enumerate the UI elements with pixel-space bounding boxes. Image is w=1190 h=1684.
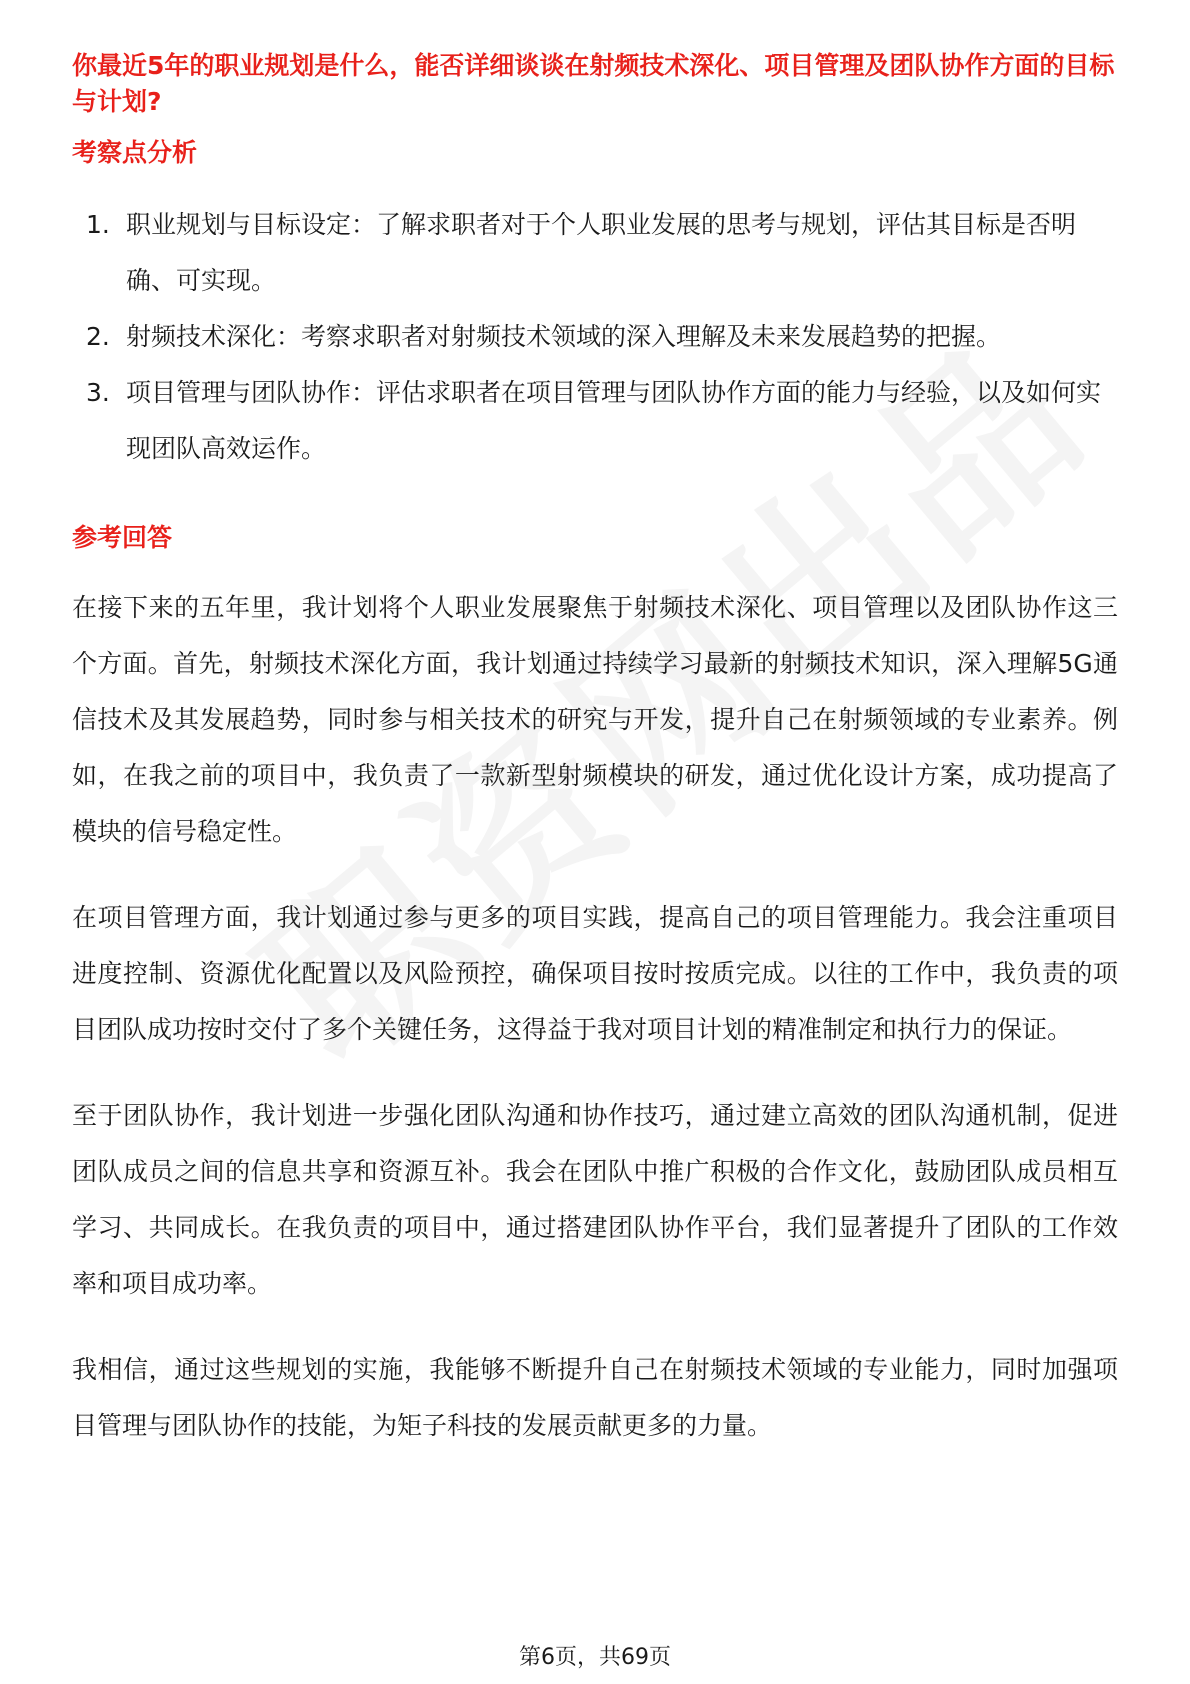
answer-paragraph: 在接下来的五年里，我计划将个人职业发展聚焦于射频技术深化、项目管理以及团队协作这三个方面。首先，射频技术深化方面，我计划通过持续学习最新的射频技术知识，深入理解5G通信技术及其发展趋势，同时参与相关技术的研究与开发，提升自己在射频领域的专业素养。例如，在我之前的项目中，我负责了一款新型射频模块的研发，通过优化设计方案，成功提高了模块的信号稳定性。 xyxy=(72,593,1118,846)
list-item-number: 3. xyxy=(86,378,110,407)
list-item xyxy=(72,365,1118,477)
list-item-number: 1. xyxy=(86,210,110,239)
answer-paragraph: 我相信，通过这些规划的实施，我能够不断提升自己在射频技术领域的专业能力，同时加强项目管理与团队协作的技能，为矩子科技的发展贡献更多的力量。 xyxy=(72,1355,1118,1440)
answer-paragraph: 至于团队协作，我计划进一步强化团队沟通和协作技巧，通过建立高效的团队沟通机制，促进团队成员之间的信息共享和资源互补。我会在团队中推广积极的合作文化，鼓励团队成员相互学习、共同成长。在我负责的项目中，通过搭建团队协作平台，我们显著提升了团队的工作效率和项目成功率。 xyxy=(72,1101,1118,1298)
list-item-text: 射频技术深化：考察求职者对射频技术领域的深入理解及未来发展趋势的把握。 xyxy=(126,322,1002,351)
document-page xyxy=(72,48,1118,1454)
list-item xyxy=(72,309,1118,365)
answer-paragraph: 在项目管理方面，我计划通过参与更多的项目实践，提高自己的项目管理能力。我会注重项目进度控制、资源优化配置以及风险预控，确保项目按时按质完成。以往的工作中，我负责的项目团队成功按时交付了多个关键任务，这得益于我对项目计划的精准制定和执行力的保证。 xyxy=(72,903,1118,1044)
answer-title: 参考回答 xyxy=(72,523,173,552)
list-item-number: 2. xyxy=(86,322,110,351)
analysis-title: 考察点分析 xyxy=(72,138,198,167)
list-item xyxy=(72,197,1118,309)
question-heading: 你最近5年的职业规划是什么，能否详细谈谈在射频技术深化、项目管理及团队协作方面的目标与计划? xyxy=(72,51,1115,116)
list-item-text: 项目管理与团队协作：评估求职者在项目管理与团队协作方面的能力与经验，以及如何实现团队高效运作。 xyxy=(126,378,1102,463)
page-number-footer: 第6页，共69页 xyxy=(519,1645,671,1670)
analysis-list xyxy=(72,197,1118,477)
list-item-text: 职业规划与目标设定：了解求职者对于个人职业发展的思考与规划，评估其目标是否明确、可实现。 xyxy=(126,210,1077,295)
